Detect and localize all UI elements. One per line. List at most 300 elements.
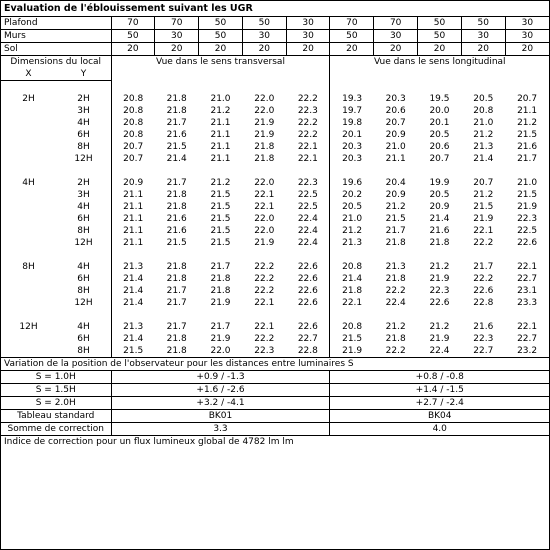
spacer-cell — [155, 249, 199, 261]
dimensions-header-row — [1, 56, 549, 69]
variation-row — [1, 384, 549, 397]
ugr-transversal-value: 21.8 — [166, 202, 187, 212]
ugr-longitudinal-value: 22.7 — [473, 346, 494, 356]
spacer-cell — [286, 309, 330, 321]
spacer-cell — [418, 165, 462, 177]
room-dimension — [1, 273, 111, 285]
reflectance-value: 50 — [461, 17, 505, 30]
ugr-longitudinal-value: 21.9 — [429, 334, 450, 344]
ugr-transversal-value: 20.8 — [111, 117, 155, 129]
tableau-longitudinal: BK04 — [330, 410, 549, 423]
ugr-longitudinal-value: 20.6 — [385, 106, 406, 116]
ugr-longitudinal-value: 21.4 — [330, 273, 374, 285]
ugr-longitudinal-value: 20.8 — [330, 261, 374, 273]
data-row — [1, 129, 549, 141]
room-x: 4H — [22, 178, 35, 188]
ugr-longitudinal-value: 20.5 — [473, 94, 494, 104]
reflectance-value: 20 — [418, 43, 462, 56]
ugr-transversal-value: 21.4 — [111, 333, 155, 345]
ugr-longitudinal-value: 20.7 — [429, 154, 450, 164]
ugr-transversal-value: 22.2 — [254, 286, 275, 296]
ugr-longitudinal-value: 21.2 — [473, 130, 494, 140]
ugr-transversal-value: 21.4 — [111, 273, 155, 285]
spacer-cell — [505, 249, 549, 261]
ugr-transversal-value: 21.8 — [166, 94, 187, 104]
spacer-cell — [199, 249, 243, 261]
ugr-longitudinal-value: 20.5 — [429, 190, 450, 200]
room-dimension — [1, 93, 111, 105]
data-row — [1, 213, 549, 225]
spacer-cell — [1, 309, 111, 321]
group-spacer-row — [1, 165, 549, 177]
spacer-cell — [286, 249, 330, 261]
ugr-longitudinal-value: 20.9 — [385, 190, 406, 200]
ugr-transversal-value: 20.8 — [111, 129, 155, 141]
footnote-text: Indice de correction pour un flux lumineux global de 4782 lm lm — [4, 437, 294, 447]
ugr-longitudinal-value: 22.2 — [473, 238, 494, 248]
ugr-transversal-value: 21.2 — [210, 106, 231, 116]
ugr-transversal-value: 22.0 — [254, 178, 275, 188]
variation-transversal: +1.6 / -2.6 — [111, 384, 330, 397]
ugr-transversal-value: 21.9 — [210, 298, 231, 308]
ugr-transversal-value: 21.5 — [210, 214, 231, 224]
reflectance-label: Murs — [1, 30, 111, 43]
room-y: 12H — [74, 238, 93, 248]
ugr-longitudinal-value: 22.5 — [517, 226, 538, 236]
ugr-transversal-value: 21.9 — [254, 238, 275, 248]
ugr-transversal-value: 21.8 — [254, 142, 275, 152]
spacer-cell — [286, 165, 330, 177]
spacer-cell — [199, 309, 243, 321]
ugr-transversal-value: 22.3 — [297, 106, 318, 116]
reflectance-value: 30 — [155, 30, 199, 43]
reflectance-value: 50 — [330, 30, 374, 43]
ugr-longitudinal-value: 19.7 — [330, 105, 374, 117]
ugr-longitudinal-value: 21.1 — [385, 154, 406, 164]
ugr-transversal-value: 21.5 — [166, 142, 187, 152]
reflectance-value: 30 — [286, 30, 330, 43]
header-spacer — [374, 68, 418, 81]
spacer-cell — [330, 165, 374, 177]
ugr-transversal-value: 22.0 — [254, 226, 275, 236]
ugr-transversal-value: 21.7 — [166, 118, 187, 128]
ugr-longitudinal-value: 21.4 — [429, 214, 450, 224]
ugr-longitudinal-value: 22.4 — [385, 298, 406, 308]
ugr-longitudinal-value: 21.5 — [473, 202, 494, 212]
reflectance-value: 50 — [242, 17, 286, 30]
ugr-transversal-value: 22.0 — [254, 106, 275, 116]
spacer-cell — [418, 309, 462, 321]
data-row — [1, 201, 549, 213]
spacer-cell — [111, 165, 155, 177]
ugr-transversal-value: 21.7 — [166, 286, 187, 296]
ugr-transversal-value: 22.6 — [297, 322, 318, 332]
room-dimension — [1, 345, 111, 358]
ugr-transversal-value: 21.1 — [111, 225, 155, 237]
ugr-longitudinal-value: 21.5 — [385, 214, 406, 224]
ugr-longitudinal-value: 23.3 — [517, 298, 538, 308]
data-row — [1, 117, 549, 129]
group-spacer-row — [1, 249, 549, 261]
ugr-transversal-value: 21.7 — [166, 322, 187, 332]
ugr-transversal-value: 21.5 — [210, 190, 231, 200]
room-dimension — [1, 237, 111, 249]
spacer-cell — [242, 165, 286, 177]
ugr-longitudinal-value: 21.9 — [517, 202, 538, 212]
ugr-longitudinal-value: 22.1 — [330, 297, 374, 309]
room-x: 8H — [22, 262, 35, 272]
header-spacer — [505, 68, 549, 81]
ugr-longitudinal-value: 21.9 — [330, 345, 374, 358]
data-row — [1, 189, 549, 201]
ugr-longitudinal-value: 20.0 — [429, 106, 450, 116]
reflectance-value: 30 — [505, 17, 549, 30]
room-y: 2H — [77, 178, 90, 188]
data-row — [1, 297, 549, 309]
room-dimension — [1, 153, 111, 165]
ugr-longitudinal-value: 21.6 — [429, 226, 450, 236]
reflectance-value: 30 — [505, 30, 549, 43]
ugr-longitudinal-value: 19.9 — [429, 178, 450, 188]
header-spacer — [461, 68, 505, 81]
ugr-longitudinal-value: 20.5 — [429, 130, 450, 140]
room-x: 12H — [19, 322, 38, 332]
ugr-transversal-value: 21.3 — [111, 261, 155, 273]
ugr-longitudinal-value: 21.8 — [385, 334, 406, 344]
room-dimension — [1, 189, 111, 201]
ugr-longitudinal-value: 20.8 — [473, 106, 494, 116]
ugr-longitudinal-value: 22.3 — [429, 286, 450, 296]
room-y: 4H — [77, 322, 90, 332]
ugr-longitudinal-value: 22.4 — [429, 346, 450, 356]
spacer-cell — [461, 81, 505, 94]
group-spacer-row — [1, 81, 549, 94]
ugr-transversal-value: 22.5 — [297, 202, 318, 212]
ugr-transversal-value: 21.5 — [210, 238, 231, 248]
ugr-transversal-value: 22.3 — [297, 178, 318, 188]
ugr-transversal-value: 21.7 — [210, 262, 231, 272]
spacer-cell — [374, 165, 418, 177]
ugr-transversal-value: 21.9 — [254, 130, 275, 140]
spacer-cell — [330, 249, 374, 261]
reflectance-value: 20 — [155, 43, 199, 56]
ugr-longitudinal-value: 20.5 — [330, 201, 374, 213]
ugr-longitudinal-value: 20.9 — [429, 202, 450, 212]
ugr-transversal-value: 22.1 — [254, 322, 275, 332]
spacer-cell — [111, 81, 155, 94]
room-dimension — [1, 177, 111, 189]
ugr-longitudinal-value: 21.3 — [330, 237, 374, 249]
data-row — [1, 225, 549, 237]
ugr-transversal-value: 21.6 — [166, 226, 187, 236]
room-dimension — [1, 225, 111, 237]
ugr-longitudinal-value: 22.8 — [473, 298, 494, 308]
reflectance-value: 30 — [242, 30, 286, 43]
ugr-longitudinal-value: 20.8 — [330, 321, 374, 333]
somme-label: Somme de correction — [1, 423, 111, 436]
dimensions-label: Dimensions du local — [10, 57, 102, 67]
ugr-transversal-value: 22.2 — [297, 94, 318, 104]
variation-longitudinal: +0.8 / -0.8 — [330, 371, 549, 384]
ugr-transversal-value: 21.2 — [210, 178, 231, 188]
room-y: 4H — [77, 202, 90, 212]
ugr-longitudinal-value: 22.2 — [385, 346, 406, 356]
ugr-transversal-value: 22.2 — [254, 262, 275, 272]
ugr-longitudinal-value: 19.5 — [429, 94, 450, 104]
ugr-longitudinal-value: 21.3 — [473, 142, 494, 152]
ugr-longitudinal-value: 21.8 — [330, 285, 374, 297]
room-dimension — [1, 141, 111, 153]
sheet-title: Evaluation de l'éblouissement suivant les UGR — [4, 3, 253, 14]
ugr-transversal-value: 21.1 — [111, 189, 155, 201]
x-label: X — [25, 69, 32, 79]
room-y: 4H — [77, 262, 90, 272]
ugr-longitudinal-value: 21.0 — [473, 118, 494, 128]
spacer-cell — [242, 309, 286, 321]
variation-row — [1, 397, 549, 410]
ugr-longitudinal-value: 20.1 — [330, 129, 374, 141]
xy-labels — [1, 68, 111, 81]
ugr-transversal-value: 22.6 — [297, 262, 318, 272]
ugr-longitudinal-value: 22.6 — [429, 298, 450, 308]
room-dimension — [1, 333, 111, 345]
room-y: 8H — [77, 286, 90, 296]
ugr-transversal-value: 22.4 — [297, 214, 318, 224]
ugr-transversal-value: 21.9 — [254, 118, 275, 128]
data-row — [1, 333, 549, 345]
ugr-transversal-value: 21.1 — [111, 237, 155, 249]
spacer-cell — [111, 309, 155, 321]
ugr-longitudinal-value: 22.3 — [473, 334, 494, 344]
ugr-longitudinal-value: 20.2 — [330, 189, 374, 201]
ugr-transversal-value: 21.8 — [166, 346, 187, 356]
spacer-cell — [155, 81, 199, 94]
ugr-longitudinal-value: 23.1 — [517, 286, 538, 296]
ugr-transversal-value: 20.7 — [111, 153, 155, 165]
ugr-transversal-value: 22.2 — [254, 334, 275, 344]
ugr-longitudinal-value: 20.1 — [429, 118, 450, 128]
spacer-cell — [199, 165, 243, 177]
spacer-cell — [461, 165, 505, 177]
ugr-transversal-value: 21.7 — [210, 322, 231, 332]
ugr-longitudinal-value: 21.2 — [385, 322, 406, 332]
ugr-transversal-value: 21.8 — [166, 106, 187, 116]
room-y: 6H — [77, 334, 90, 344]
room-dimension — [1, 129, 111, 141]
variation-label: Variation de la position de l'observateur pour les distances entre luminaires S — [1, 358, 549, 371]
spacer-cell — [286, 81, 330, 94]
ugr-transversal-value: 21.8 — [166, 262, 187, 272]
ugr-longitudinal-value: 21.7 — [385, 226, 406, 236]
data-row — [1, 345, 549, 358]
room-y: 8H — [77, 346, 90, 356]
ugr-transversal-value: 22.2 — [297, 130, 318, 140]
tableau-transversal: BK01 — [111, 410, 330, 423]
ugr-longitudinal-value: 20.3 — [330, 141, 374, 153]
ugr-transversal-value: 22.3 — [254, 346, 275, 356]
reflectance-value: 20 — [461, 43, 505, 56]
header-spacer — [155, 68, 199, 81]
ugr-longitudinal-value: 21.3 — [385, 262, 406, 272]
ugr-longitudinal-value: 21.6 — [473, 322, 494, 332]
ugr-transversal-value: 22.0 — [210, 346, 231, 356]
tableau-label: Tableau standard — [17, 411, 95, 421]
room-y: 6H — [77, 274, 90, 284]
ugr-longitudinal-value: 21.8 — [385, 238, 406, 248]
data-row — [1, 261, 549, 273]
spacer-cell — [155, 309, 199, 321]
spacer-cell — [374, 81, 418, 94]
ugr-transversal-value: 21.1 — [111, 213, 155, 225]
ugr-transversal-value: 22.6 — [297, 298, 318, 308]
spacer-cell — [1, 165, 111, 177]
ugr-transversal-value: 21.9 — [210, 334, 231, 344]
ugr-longitudinal-value: 22.7 — [517, 274, 538, 284]
room-dimension — [1, 297, 111, 309]
y-label: Y — [80, 69, 87, 79]
data-row — [1, 177, 549, 189]
header-spacer — [418, 68, 462, 81]
ugr-longitudinal-value: 21.9 — [429, 274, 450, 284]
ugr-longitudinal-value: 21.2 — [517, 118, 538, 128]
variation-s-label: S = 2.0H — [1, 397, 111, 410]
reflectance-value: 20 — [330, 43, 374, 56]
reflectance-value: 20 — [199, 43, 243, 56]
tableau-row — [1, 410, 549, 423]
ugr-longitudinal-value: 21.1 — [517, 106, 538, 116]
somme-row — [1, 423, 549, 436]
room-y: 6H — [77, 214, 90, 224]
data-row — [1, 273, 549, 285]
ugr-longitudinal-value: 22.1 — [517, 322, 538, 332]
ugr-longitudinal-value: 22.2 — [385, 286, 406, 296]
ugr-transversal-value: 21.1 — [210, 130, 231, 140]
spacer-cell — [242, 81, 286, 94]
room-y: 4H — [77, 118, 90, 128]
ugr-longitudinal-value: 21.4 — [473, 154, 494, 164]
ugr-longitudinal-value: 21.2 — [473, 190, 494, 200]
spacer-cell — [505, 165, 549, 177]
spacer-cell — [418, 81, 462, 94]
ugr-longitudinal-value: 20.7 — [473, 178, 494, 188]
ugr-transversal-value: 21.8 — [166, 334, 187, 344]
ugr-transversal-value: 21.8 — [166, 190, 187, 200]
ugr-longitudinal-value: 23.2 — [517, 346, 538, 356]
group-spacer-row — [1, 309, 549, 321]
ugr-transversal-value: 22.1 — [297, 142, 318, 152]
reflectance-value: 70 — [374, 17, 418, 30]
ugr-transversal-value: 22.1 — [254, 190, 275, 200]
reflectance-value: 20 — [374, 43, 418, 56]
ugr-longitudinal-value: 20.7 — [517, 94, 538, 104]
ugr-longitudinal-value: 21.0 — [330, 213, 374, 225]
data-row — [1, 237, 549, 249]
ugr-longitudinal-value: 21.2 — [429, 262, 450, 272]
variation-label-row — [1, 358, 549, 371]
room-dimension — [1, 261, 111, 273]
ugr-transversal-value: 21.1 — [210, 118, 231, 128]
header-spacer — [286, 68, 330, 81]
ugr-transversal-value: 21.1 — [210, 154, 231, 164]
ugr-transversal-value: 22.6 — [297, 286, 318, 296]
room-y: 8H — [77, 226, 90, 236]
ugr-longitudinal-value: 22.6 — [517, 238, 538, 248]
reflectance-value: 20 — [286, 43, 330, 56]
room-dimension — [1, 285, 111, 297]
header-spacer — [242, 68, 286, 81]
ugr-longitudinal-value: 20.3 — [385, 94, 406, 104]
ugr-transversal-value: 21.4 — [166, 154, 187, 164]
ugr-transversal-value: 21.6 — [166, 214, 187, 224]
reflectance-value: 30 — [374, 30, 418, 43]
ugr-transversal-value: 21.5 — [210, 226, 231, 236]
ugr-transversal-value: 22.5 — [297, 190, 318, 200]
ugr-transversal-value: 22.4 — [297, 226, 318, 236]
ugr-longitudinal-value: 22.7 — [517, 334, 538, 344]
reflectance-value: 50 — [199, 30, 243, 43]
ugr-transversal-value: 21.7 — [166, 298, 187, 308]
reflectance-value: 70 — [111, 17, 155, 30]
ugr-transversal-value: 22.1 — [254, 298, 275, 308]
spacer-cell — [505, 309, 549, 321]
spacer-cell — [461, 309, 505, 321]
ugr-longitudinal-value: 19.6 — [330, 177, 374, 189]
reflectance-value: 50 — [418, 30, 462, 43]
data-row — [1, 153, 549, 165]
room-y: 3H — [77, 190, 90, 200]
ugr-transversal-value: 20.9 — [111, 177, 155, 189]
ugr-transversal-value: 22.6 — [297, 274, 318, 284]
spacer-cell — [374, 249, 418, 261]
header-spacer — [111, 68, 155, 81]
spacer-cell — [1, 249, 111, 261]
ugr-transversal-value: 21.8 — [166, 274, 187, 284]
somme-longitudinal: 4.0 — [330, 423, 549, 436]
ugr-longitudinal-value: 21.8 — [385, 274, 406, 284]
variation-transversal: +0.9 / -1.3 — [111, 371, 330, 384]
room-y: 12H — [74, 154, 93, 164]
ugr-longitudinal-value: 21.7 — [517, 154, 538, 164]
footnote-row — [1, 436, 549, 449]
ugr-transversal-value: 21.5 — [210, 202, 231, 212]
ugr-longitudinal-value: 19.3 — [330, 93, 374, 105]
room-dimension — [1, 201, 111, 213]
ugr-longitudinal-value: 21.2 — [429, 322, 450, 332]
variation-s-label: S = 1.0H — [1, 371, 111, 384]
ugr-transversal-value: 22.1 — [297, 154, 318, 164]
ugr-table — [1, 16, 549, 448]
reflectance-value: 30 — [286, 17, 330, 30]
ugr-transversal-value: 22.8 — [297, 346, 318, 356]
ugr-longitudinal-value: 22.6 — [473, 286, 494, 296]
somme-transversal: 3.3 — [111, 423, 330, 436]
ugr-transversal-value: 21.8 — [254, 154, 275, 164]
view-transversal-label: Vue dans le sens transversal — [111, 56, 330, 69]
reflectance-row — [1, 30, 549, 43]
data-row — [1, 105, 549, 117]
reflectance-label: Sol — [1, 43, 111, 56]
ugr-transversal-value: 21.5 — [111, 345, 155, 358]
data-row — [1, 285, 549, 297]
ugr-transversal-value: 21.1 — [210, 142, 231, 152]
room-dimension — [1, 117, 111, 129]
ugr-longitudinal-value: 21.2 — [330, 225, 374, 237]
reflectance-value: 20 — [242, 43, 286, 56]
room-y: 3H — [77, 106, 90, 116]
ugr-transversal-value: 22.4 — [297, 238, 318, 248]
reflectance-value: 50 — [418, 17, 462, 30]
room-dimension — [1, 213, 111, 225]
